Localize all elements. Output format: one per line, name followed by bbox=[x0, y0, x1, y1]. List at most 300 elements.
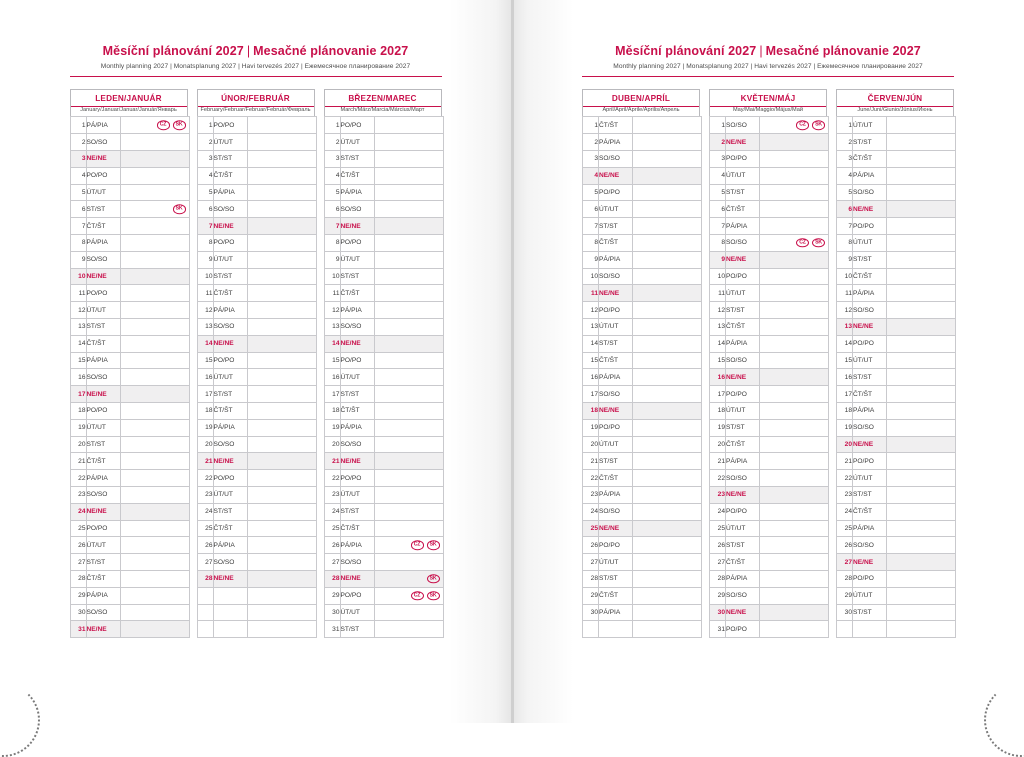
month-day-table bbox=[582, 116, 702, 638]
day-note-field[interactable] bbox=[120, 117, 189, 134]
day-note-field[interactable] bbox=[120, 587, 189, 604]
day-note-field[interactable] bbox=[887, 537, 956, 554]
day-note-field[interactable] bbox=[760, 268, 829, 285]
day-note-field[interactable] bbox=[633, 184, 702, 201]
day-note-field[interactable] bbox=[374, 117, 443, 134]
day-note-field[interactable] bbox=[760, 251, 829, 268]
day-note-field[interactable] bbox=[760, 151, 829, 168]
day-note-field[interactable] bbox=[247, 167, 316, 184]
table-row bbox=[324, 201, 443, 218]
day-note-field[interactable] bbox=[760, 285, 829, 302]
day-note-field[interactable] bbox=[760, 587, 829, 604]
month-day-table bbox=[197, 116, 317, 638]
day-note-field[interactable] bbox=[887, 554, 956, 571]
day-of-week: ÚT/UT bbox=[853, 352, 887, 369]
day-note-field[interactable] bbox=[374, 403, 443, 420]
day-note-field[interactable] bbox=[247, 201, 316, 218]
day-note-field[interactable] bbox=[120, 537, 189, 554]
day-note-field[interactable] bbox=[374, 436, 443, 453]
day-note-field[interactable] bbox=[633, 117, 702, 134]
day-note-field[interactable] bbox=[120, 302, 189, 319]
day-number bbox=[197, 587, 213, 604]
day-note-field[interactable] bbox=[887, 218, 956, 235]
day-note-field[interactable] bbox=[247, 184, 316, 201]
day-of-week: ČT/ŠT bbox=[853, 268, 887, 285]
day-number: 25 bbox=[583, 520, 599, 537]
day-note-field[interactable] bbox=[374, 419, 443, 436]
day-note-field[interactable] bbox=[760, 352, 829, 369]
sk-holiday-badge: SK bbox=[427, 591, 440, 600]
day-note-field[interactable] bbox=[760, 134, 829, 151]
day-number: 24 bbox=[70, 503, 86, 520]
day-note-field[interactable] bbox=[247, 554, 316, 571]
day-note-field[interactable] bbox=[247, 503, 316, 520]
day-of-week: ÚT/UT bbox=[86, 419, 120, 436]
table-row bbox=[837, 117, 956, 134]
day-note-field[interactable] bbox=[120, 268, 189, 285]
day-note-field[interactable] bbox=[247, 251, 316, 268]
day-of-week: NE/NE bbox=[726, 251, 760, 268]
day-number: 10 bbox=[710, 268, 726, 285]
day-of-week: SO/SO bbox=[599, 268, 633, 285]
page-subtitle: Monthly planning 2027 | Monatsplanung 2027 | Havi tervezés 2027 | Ежемесячное планирование 2027 bbox=[100, 63, 411, 70]
day-note-field[interactable] bbox=[760, 117, 829, 134]
day-note-field[interactable] bbox=[120, 319, 189, 336]
day-of-week: PÁ/PIA bbox=[340, 419, 374, 436]
day-number: 12 bbox=[324, 302, 340, 319]
day-note-field[interactable] bbox=[247, 268, 316, 285]
day-of-week: ČT/ŠT bbox=[213, 403, 247, 420]
day-note-field[interactable] bbox=[887, 587, 956, 604]
day-note-field[interactable] bbox=[247, 117, 316, 134]
day-note-field[interactable] bbox=[120, 335, 189, 352]
day-note-field[interactable] bbox=[760, 369, 829, 386]
day-note-field[interactable] bbox=[887, 117, 956, 134]
day-note-field[interactable] bbox=[633, 151, 702, 168]
day-note-field[interactable] bbox=[887, 285, 956, 302]
day-note-field[interactable] bbox=[633, 218, 702, 235]
day-number: 20 bbox=[197, 436, 213, 453]
day-number: 9 bbox=[583, 251, 599, 268]
day-note-field[interactable] bbox=[120, 621, 189, 638]
day-number: 14 bbox=[324, 335, 340, 352]
day-number: 22 bbox=[70, 470, 86, 487]
day-number: 9 bbox=[324, 251, 340, 268]
day-note-field[interactable] bbox=[887, 151, 956, 168]
day-note-field[interactable] bbox=[887, 403, 956, 420]
page-title-separator: | bbox=[246, 44, 251, 58]
table-row bbox=[197, 184, 316, 201]
day-note-field[interactable] bbox=[120, 571, 189, 588]
day-number: 20 bbox=[324, 436, 340, 453]
day-note-field[interactable] bbox=[887, 251, 956, 268]
day-note-field[interactable] bbox=[633, 352, 702, 369]
day-note-field[interactable] bbox=[374, 319, 443, 336]
day-note-field[interactable] bbox=[760, 335, 829, 352]
day-note-field[interactable] bbox=[760, 487, 829, 504]
day-note-field[interactable] bbox=[633, 386, 702, 403]
table-row bbox=[583, 235, 702, 252]
day-note-field[interactable] bbox=[374, 184, 443, 201]
month-translations: February/Februar/Februar/Február/Февраль bbox=[200, 107, 311, 114]
day-note-field[interactable] bbox=[247, 487, 316, 504]
day-note-field[interactable] bbox=[633, 369, 702, 386]
day-note-field[interactable] bbox=[374, 520, 443, 537]
day-note-field[interactable] bbox=[760, 453, 829, 470]
table-row bbox=[710, 285, 829, 302]
day-number: 11 bbox=[197, 285, 213, 302]
day-number: 31 bbox=[70, 621, 86, 638]
table-row bbox=[837, 520, 956, 537]
day-note-field[interactable] bbox=[374, 235, 443, 252]
day-of-week: ST/ST bbox=[726, 184, 760, 201]
day-note-field[interactable] bbox=[247, 319, 316, 336]
table-row bbox=[70, 436, 189, 453]
day-of-week: SO/SO bbox=[599, 386, 633, 403]
table-row bbox=[197, 302, 316, 319]
day-note-field[interactable] bbox=[887, 621, 956, 638]
day-note-field[interactable] bbox=[247, 335, 316, 352]
day-note-field[interactable] bbox=[633, 571, 702, 588]
day-note-field[interactable] bbox=[120, 167, 189, 184]
day-note-field[interactable] bbox=[633, 554, 702, 571]
day-number: 7 bbox=[70, 218, 86, 235]
day-note-field[interactable] bbox=[760, 419, 829, 436]
day-note-field[interactable] bbox=[374, 587, 443, 604]
day-note-field[interactable] bbox=[760, 571, 829, 588]
day-of-week: ČT/ŠT bbox=[213, 167, 247, 184]
day-note-field[interactable] bbox=[887, 503, 956, 520]
day-note-field[interactable] bbox=[633, 470, 702, 487]
day-note-field[interactable] bbox=[760, 167, 829, 184]
day-of-week: ÚT/UT bbox=[599, 436, 633, 453]
month-header bbox=[836, 89, 954, 116]
day-number: 12 bbox=[583, 302, 599, 319]
day-of-week: NE/NE bbox=[853, 319, 887, 336]
day-of-week: PÁ/PIA bbox=[853, 403, 887, 420]
day-note-field[interactable] bbox=[374, 251, 443, 268]
day-note-field[interactable] bbox=[374, 302, 443, 319]
day-of-week: ČT/ŠT bbox=[86, 453, 120, 470]
day-number: 22 bbox=[583, 470, 599, 487]
day-note-field[interactable] bbox=[120, 487, 189, 504]
day-note-field[interactable] bbox=[120, 436, 189, 453]
table-row bbox=[583, 419, 702, 436]
day-note-field[interactable] bbox=[887, 470, 956, 487]
day-note-field[interactable] bbox=[374, 621, 443, 638]
day-note-field[interactable] bbox=[374, 268, 443, 285]
day-note-field[interactable] bbox=[120, 470, 189, 487]
cz-holiday-badge: CZ bbox=[411, 591, 424, 600]
day-number: 16 bbox=[837, 369, 853, 386]
table-row bbox=[583, 251, 702, 268]
day-of-week: PO/PO bbox=[726, 151, 760, 168]
day-note-field[interactable] bbox=[247, 403, 316, 420]
day-note-field[interactable] bbox=[247, 621, 316, 638]
day-note-field[interactable] bbox=[374, 352, 443, 369]
day-note-field[interactable] bbox=[120, 251, 189, 268]
day-note-field[interactable] bbox=[374, 470, 443, 487]
day-note-field[interactable] bbox=[247, 537, 316, 554]
day-of-week: SO/SO bbox=[86, 369, 120, 386]
day-note-field[interactable] bbox=[120, 352, 189, 369]
day-number: 16 bbox=[583, 369, 599, 386]
day-note-field[interactable] bbox=[120, 419, 189, 436]
day-note-field[interactable] bbox=[633, 403, 702, 420]
day-of-week: SO/SO bbox=[86, 604, 120, 621]
day-note-field[interactable] bbox=[887, 386, 956, 403]
day-note-field[interactable] bbox=[374, 335, 443, 352]
day-note-field[interactable] bbox=[374, 453, 443, 470]
day-note-field[interactable] bbox=[374, 554, 443, 571]
day-of-week: SO/SO bbox=[340, 319, 374, 336]
day-note-field[interactable] bbox=[760, 302, 829, 319]
day-note-field[interactable] bbox=[887, 369, 956, 386]
day-note-field[interactable] bbox=[374, 201, 443, 218]
day-number: 20 bbox=[837, 436, 853, 453]
day-number: 3 bbox=[710, 151, 726, 168]
day-note-field[interactable] bbox=[887, 235, 956, 252]
sk-holiday-badge: SK bbox=[427, 574, 440, 583]
day-note-field[interactable] bbox=[633, 419, 702, 436]
day-of-week: PÁ/PIA bbox=[726, 335, 760, 352]
day-note-field[interactable] bbox=[633, 134, 702, 151]
day-note-field[interactable] bbox=[120, 184, 189, 201]
day-number: 22 bbox=[197, 470, 213, 487]
day-number: 25 bbox=[710, 520, 726, 537]
day-note-field[interactable] bbox=[247, 151, 316, 168]
day-note-field[interactable] bbox=[887, 419, 956, 436]
day-note-field[interactable] bbox=[887, 571, 956, 588]
day-note-field[interactable] bbox=[247, 436, 316, 453]
day-of-week: ČT/ŠT bbox=[86, 571, 120, 588]
day-note-field[interactable] bbox=[760, 520, 829, 537]
day-note-field[interactable] bbox=[760, 235, 829, 252]
day-note-field[interactable] bbox=[633, 587, 702, 604]
day-number: 7 bbox=[837, 218, 853, 235]
day-of-week bbox=[599, 621, 633, 638]
table-row bbox=[583, 554, 702, 571]
table-row bbox=[70, 352, 189, 369]
day-note-field[interactable] bbox=[247, 352, 316, 369]
day-note-field[interactable] bbox=[247, 419, 316, 436]
day-note-field[interactable] bbox=[760, 403, 829, 420]
day-note-field[interactable] bbox=[120, 218, 189, 235]
day-note-field[interactable] bbox=[633, 604, 702, 621]
table-row bbox=[583, 134, 702, 151]
day-note-field[interactable] bbox=[120, 369, 189, 386]
day-number: 30 bbox=[324, 604, 340, 621]
table-row bbox=[837, 470, 956, 487]
day-note-field[interactable] bbox=[374, 151, 443, 168]
day-of-week: SO/SO bbox=[213, 201, 247, 218]
day-note-field[interactable] bbox=[760, 201, 829, 218]
day-of-week: SO/SO bbox=[213, 554, 247, 571]
day-note-field[interactable] bbox=[887, 352, 956, 369]
day-note-field[interactable] bbox=[374, 285, 443, 302]
day-note-field[interactable] bbox=[120, 554, 189, 571]
table-row bbox=[324, 302, 443, 319]
day-note-field[interactable] bbox=[120, 285, 189, 302]
day-note-field[interactable] bbox=[633, 453, 702, 470]
day-note-field[interactable] bbox=[633, 302, 702, 319]
day-note-field[interactable] bbox=[120, 604, 189, 621]
day-number: 15 bbox=[837, 352, 853, 369]
holiday-marks bbox=[427, 574, 440, 583]
day-of-week: PO/PO bbox=[213, 117, 247, 134]
day-note-field[interactable] bbox=[887, 167, 956, 184]
day-note-field[interactable] bbox=[760, 184, 829, 201]
day-note-field[interactable] bbox=[887, 453, 956, 470]
day-of-week bbox=[853, 621, 887, 638]
day-number: 24 bbox=[324, 503, 340, 520]
day-note-field[interactable] bbox=[120, 503, 189, 520]
day-note-field[interactable] bbox=[374, 604, 443, 621]
day-note-field[interactable] bbox=[247, 587, 316, 604]
month-translations: May/Mai/Maggio/Május/Май bbox=[732, 107, 804, 114]
day-number: 2 bbox=[197, 134, 213, 151]
day-note-field[interactable] bbox=[247, 235, 316, 252]
day-note-field[interactable] bbox=[633, 251, 702, 268]
table-row bbox=[70, 117, 189, 134]
day-note-field[interactable] bbox=[760, 386, 829, 403]
day-note-field[interactable] bbox=[247, 571, 316, 588]
day-note-field[interactable] bbox=[633, 436, 702, 453]
day-note-field[interactable] bbox=[633, 201, 702, 218]
day-note-field[interactable] bbox=[374, 503, 443, 520]
day-note-field[interactable] bbox=[633, 503, 702, 520]
day-note-field[interactable] bbox=[633, 487, 702, 504]
day-note-field[interactable] bbox=[120, 151, 189, 168]
day-note-field[interactable] bbox=[120, 386, 189, 403]
day-of-week: PÁ/PIA bbox=[726, 218, 760, 235]
day-note-field[interactable] bbox=[374, 218, 443, 235]
table-row bbox=[324, 352, 443, 369]
day-note-field[interactable] bbox=[887, 520, 956, 537]
day-of-week: PO/PO bbox=[726, 503, 760, 520]
day-note-field[interactable] bbox=[760, 621, 829, 638]
day-note-field[interactable] bbox=[247, 302, 316, 319]
day-of-week: ČT/ŠT bbox=[726, 436, 760, 453]
day-note-field[interactable] bbox=[247, 218, 316, 235]
day-note-field[interactable] bbox=[247, 520, 316, 537]
day-note-field[interactable] bbox=[760, 218, 829, 235]
day-note-field[interactable] bbox=[247, 470, 316, 487]
day-of-week: ÚT/UT bbox=[726, 520, 760, 537]
day-number: 1 bbox=[197, 117, 213, 134]
day-note-field[interactable] bbox=[247, 386, 316, 403]
day-note-field[interactable] bbox=[633, 285, 702, 302]
day-note-field[interactable] bbox=[120, 403, 189, 420]
day-note-field[interactable] bbox=[760, 537, 829, 554]
day-of-week: NE/NE bbox=[726, 604, 760, 621]
day-note-field[interactable] bbox=[887, 335, 956, 352]
day-note-field[interactable] bbox=[887, 268, 956, 285]
table-row bbox=[583, 470, 702, 487]
day-note-field[interactable] bbox=[374, 369, 443, 386]
day-note-field[interactable] bbox=[760, 604, 829, 621]
header-divider-right bbox=[582, 76, 954, 77]
day-number: 29 bbox=[70, 587, 86, 604]
day-number: 6 bbox=[324, 201, 340, 218]
day-note-field[interactable] bbox=[633, 537, 702, 554]
day-of-week: SO/SO bbox=[726, 470, 760, 487]
day-number: 2 bbox=[710, 134, 726, 151]
day-note-field[interactable] bbox=[760, 554, 829, 571]
day-note-field[interactable] bbox=[633, 235, 702, 252]
day-note-field[interactable] bbox=[120, 453, 189, 470]
day-number: 21 bbox=[324, 453, 340, 470]
day-number: 22 bbox=[710, 470, 726, 487]
table-row bbox=[837, 335, 956, 352]
table-row bbox=[837, 571, 956, 588]
day-note-field[interactable] bbox=[887, 604, 956, 621]
day-note-field[interactable] bbox=[374, 487, 443, 504]
day-note-field[interactable] bbox=[760, 436, 829, 453]
day-note-field[interactable] bbox=[374, 167, 443, 184]
day-note-field[interactable] bbox=[633, 621, 702, 638]
day-note-field[interactable] bbox=[120, 201, 189, 218]
day-note-field[interactable] bbox=[120, 520, 189, 537]
day-of-week: ÚT/UT bbox=[86, 184, 120, 201]
day-note-field[interactable] bbox=[760, 470, 829, 487]
day-note-field[interactable] bbox=[633, 520, 702, 537]
day-note-field[interactable] bbox=[633, 335, 702, 352]
day-note-field[interactable] bbox=[633, 167, 702, 184]
day-of-week: NE/NE bbox=[340, 571, 374, 588]
day-of-week: SO/SO bbox=[853, 537, 887, 554]
table-row bbox=[70, 134, 189, 151]
table-row bbox=[70, 369, 189, 386]
day-number: 15 bbox=[324, 352, 340, 369]
day-note-field[interactable] bbox=[247, 369, 316, 386]
day-note-field[interactable] bbox=[247, 453, 316, 470]
day-note-field[interactable] bbox=[374, 386, 443, 403]
day-note-field[interactable] bbox=[760, 319, 829, 336]
day-note-field[interactable] bbox=[374, 134, 443, 151]
table-row bbox=[710, 201, 829, 218]
day-note-field[interactable] bbox=[760, 503, 829, 520]
day-of-week: ST/ST bbox=[213, 503, 247, 520]
table-row bbox=[197, 134, 316, 151]
day-note-field[interactable] bbox=[887, 487, 956, 504]
day-of-week: ST/ST bbox=[86, 436, 120, 453]
day-number: 10 bbox=[324, 268, 340, 285]
day-note-field[interactable] bbox=[374, 537, 443, 554]
table-row bbox=[583, 587, 702, 604]
day-note-field[interactable] bbox=[374, 571, 443, 588]
day-of-week: ÚT/UT bbox=[213, 487, 247, 504]
day-note-field[interactable] bbox=[887, 319, 956, 336]
day-note-field[interactable] bbox=[887, 436, 956, 453]
day-note-field[interactable] bbox=[633, 268, 702, 285]
day-note-field[interactable] bbox=[247, 604, 316, 621]
day-number: 30 bbox=[710, 604, 726, 621]
day-note-field[interactable] bbox=[633, 319, 702, 336]
day-note-field[interactable] bbox=[887, 201, 956, 218]
day-note-field[interactable] bbox=[247, 285, 316, 302]
day-note-field[interactable] bbox=[887, 134, 956, 151]
day-note-field[interactable] bbox=[887, 184, 956, 201]
day-of-week: SO/SO bbox=[853, 184, 887, 201]
day-note-field[interactable] bbox=[120, 134, 189, 151]
day-note-field[interactable] bbox=[247, 134, 316, 151]
day-number: 29 bbox=[837, 587, 853, 604]
day-number: 13 bbox=[70, 319, 86, 336]
day-of-week: PÁ/PIA bbox=[599, 134, 633, 151]
day-note-field[interactable] bbox=[887, 302, 956, 319]
day-note-field[interactable] bbox=[120, 235, 189, 252]
